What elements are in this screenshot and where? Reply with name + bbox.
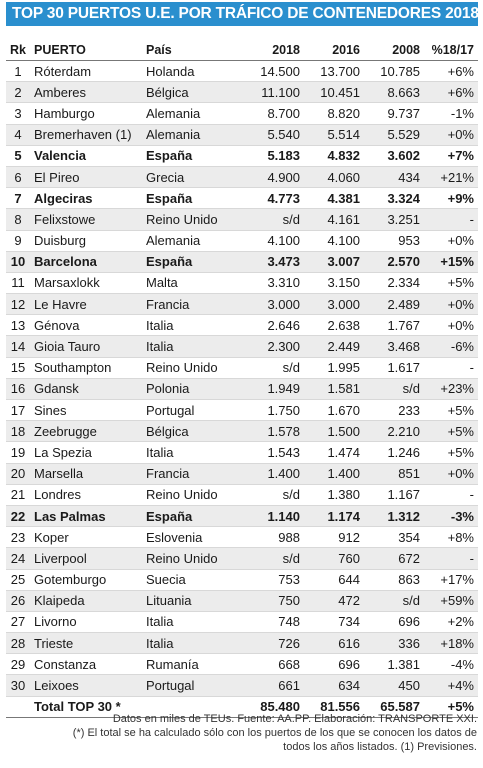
cell-port: Leixoes — [30, 675, 142, 696]
cell-2018: 4.900 — [240, 166, 304, 187]
cell-2008: 5.529 — [364, 124, 424, 145]
cell-2008: s/d — [364, 590, 424, 611]
table-row — [6, 611, 478, 632]
table-row — [6, 209, 478, 230]
cell-2008: 1.246 — [364, 442, 424, 463]
footnote-source: Datos en miles de TEUs. Fuente: AA.PP. Elaboración: TRANSPORTE XXI. — [112, 713, 477, 725]
cell-2016: 1.995 — [304, 357, 364, 378]
cell-2008: 696 — [364, 611, 424, 632]
cell-2018: 8.700 — [240, 103, 304, 124]
cell-2016: 3.150 — [304, 272, 364, 293]
header-2008: 2008 — [364, 40, 424, 61]
table-row — [6, 484, 478, 505]
cell-rk: 20 — [6, 463, 30, 484]
cell-2008: 9.737 — [364, 103, 424, 124]
cell-2018: 748 — [240, 611, 304, 632]
table-row — [6, 400, 478, 421]
cell-rk: 27 — [6, 611, 30, 632]
cell-port: Liverpool — [30, 548, 142, 569]
cell-2018: 3.473 — [240, 251, 304, 272]
cell-port: Algeciras — [30, 188, 142, 209]
cell-2016: 1.400 — [304, 463, 364, 484]
cell-2016: 634 — [304, 675, 364, 696]
cell-pct: - — [424, 357, 478, 378]
total-2008: 65.587 — [364, 696, 424, 717]
cell-2008: 672 — [364, 548, 424, 569]
cell-port: Le Havre — [30, 294, 142, 315]
ports-table — [6, 40, 478, 718]
cell-2016: 8.820 — [304, 103, 364, 124]
cell-2008: 1.312 — [364, 505, 424, 526]
table-row — [6, 188, 478, 209]
table-row — [6, 124, 478, 145]
cell-pct: - — [424, 484, 478, 505]
cell-2018: 3.310 — [240, 272, 304, 293]
cell-country: Alemania — [142, 103, 240, 124]
cell-pct: +21% — [424, 166, 478, 187]
cell-2008: 10.785 — [364, 61, 424, 82]
header-pct: %18/17 — [424, 40, 478, 61]
cell-country: Malta — [142, 272, 240, 293]
cell-2008: 2.489 — [364, 294, 424, 315]
cell-rk: 22 — [6, 505, 30, 526]
cell-2008: 233 — [364, 400, 424, 421]
cell-country: Portugal — [142, 400, 240, 421]
cell-rk: 23 — [6, 527, 30, 548]
cell-2016: 760 — [304, 548, 364, 569]
cell-pct: +15% — [424, 251, 478, 272]
cell-2008: 1.381 — [364, 654, 424, 675]
header-row — [6, 40, 478, 61]
cell-port: Koper — [30, 527, 142, 548]
table-row — [6, 61, 478, 82]
cell-port: Marsella — [30, 463, 142, 484]
cell-rk: 3 — [6, 103, 30, 124]
cell-rk: 12 — [6, 294, 30, 315]
cell-2008: s/d — [364, 378, 424, 399]
table-row — [6, 505, 478, 526]
cell-2018: 1.949 — [240, 378, 304, 399]
cell-country: Holanda — [142, 61, 240, 82]
cell-pct: -3% — [424, 505, 478, 526]
table-row — [6, 272, 478, 293]
cell-pct: +0% — [424, 463, 478, 484]
cell-country: España — [142, 145, 240, 166]
cell-2008: 3.251 — [364, 209, 424, 230]
cell-port: Bremerhaven (1) — [30, 124, 142, 145]
cell-2016: 734 — [304, 611, 364, 632]
cell-rk: 19 — [6, 442, 30, 463]
cell-port: Livorno — [30, 611, 142, 632]
cell-rk: 1 — [6, 61, 30, 82]
cell-pct: -1% — [424, 103, 478, 124]
cell-country: Bélgica — [142, 421, 240, 442]
cell-rk: 15 — [6, 357, 30, 378]
cell-2018: 2.300 — [240, 336, 304, 357]
total-label: Total TOP 30 * — [30, 696, 240, 717]
cell-country: Rumanía — [142, 654, 240, 675]
table-row — [6, 421, 478, 442]
cell-country: Italia — [142, 315, 240, 336]
cell-2018: 1.400 — [240, 463, 304, 484]
cell-pct: +0% — [424, 315, 478, 336]
cell-2016: 1.670 — [304, 400, 364, 421]
cell-pct: +59% — [424, 590, 478, 611]
cell-port: Génova — [30, 315, 142, 336]
cell-port: Róterdam — [30, 61, 142, 82]
header-country: País — [142, 40, 240, 61]
footnote-note: (*) El total se ha calculado sólo con los puertos de los que se conocen los datos de — [72, 727, 477, 739]
cell-country: Lituania — [142, 590, 240, 611]
cell-2018: 661 — [240, 675, 304, 696]
cell-2008: 1.167 — [364, 484, 424, 505]
cell-2018: 988 — [240, 527, 304, 548]
cell-pct: +9% — [424, 188, 478, 209]
cell-country: Alemania — [142, 124, 240, 145]
table-row — [6, 527, 478, 548]
cell-2016: 4.381 — [304, 188, 364, 209]
cell-pct: +23% — [424, 378, 478, 399]
cell-2016: 2.638 — [304, 315, 364, 336]
cell-2018: 4.100 — [240, 230, 304, 251]
cell-pct: +4% — [424, 675, 478, 696]
cell-country: Italia — [142, 336, 240, 357]
cell-port: Zeebrugge — [30, 421, 142, 442]
cell-2016: 5.514 — [304, 124, 364, 145]
cell-country: Alemania — [142, 230, 240, 251]
table-row — [6, 336, 478, 357]
cell-country: España — [142, 505, 240, 526]
table-row — [6, 230, 478, 251]
cell-2008: 434 — [364, 166, 424, 187]
cell-2008: 450 — [364, 675, 424, 696]
header-port: PUERTO — [30, 40, 142, 61]
cell-2018: 11.100 — [240, 82, 304, 103]
cell-port: Klaipeda — [30, 590, 142, 611]
table-row — [6, 357, 478, 378]
cell-port: Sines — [30, 400, 142, 421]
cell-rk: 18 — [6, 421, 30, 442]
cell-2018: 750 — [240, 590, 304, 611]
cell-rk: 14 — [6, 336, 30, 357]
total-2016: 81.556 — [304, 696, 364, 717]
cell-2018: 753 — [240, 569, 304, 590]
cell-2016: 1.474 — [304, 442, 364, 463]
cell-rk: 30 — [6, 675, 30, 696]
cell-pct: -6% — [424, 336, 478, 357]
cell-country: Reino Unido — [142, 548, 240, 569]
cell-2016: 696 — [304, 654, 364, 675]
cell-rk: 4 — [6, 124, 30, 145]
table-row — [6, 633, 478, 654]
cell-country: Portugal — [142, 675, 240, 696]
footnote-note-cont: todos los años listados. (1) Previsiones. — [283, 741, 477, 753]
cell-2008: 953 — [364, 230, 424, 251]
cell-2018: 5.540 — [240, 124, 304, 145]
cell-2018: 1.543 — [240, 442, 304, 463]
cell-port: Barcelona — [30, 251, 142, 272]
cell-pct: +5% — [424, 442, 478, 463]
cell-rk: 16 — [6, 378, 30, 399]
cell-port: Hamburgo — [30, 103, 142, 124]
cell-country: Francia — [142, 463, 240, 484]
table-body — [6, 61, 478, 697]
cell-pct: +17% — [424, 569, 478, 590]
cell-rk: 28 — [6, 633, 30, 654]
cell-2016: 912 — [304, 527, 364, 548]
cell-rk: 8 — [6, 209, 30, 230]
cell-2016: 4.060 — [304, 166, 364, 187]
table-row — [6, 378, 478, 399]
cell-port: La Spezia — [30, 442, 142, 463]
cell-2018: 726 — [240, 633, 304, 654]
cell-country: España — [142, 251, 240, 272]
cell-country: Polonia — [142, 378, 240, 399]
cell-port: Constanza — [30, 654, 142, 675]
cell-rk: 21 — [6, 484, 30, 505]
cell-pct: - — [424, 548, 478, 569]
cell-pct: +0% — [424, 294, 478, 315]
cell-port: Valencia — [30, 145, 142, 166]
cell-2018: s/d — [240, 548, 304, 569]
cell-port: Amberes — [30, 82, 142, 103]
cell-country: España — [142, 188, 240, 209]
cell-2008: 2.334 — [364, 272, 424, 293]
cell-pct: +6% — [424, 61, 478, 82]
cell-2008: 2.210 — [364, 421, 424, 442]
cell-2008: 336 — [364, 633, 424, 654]
cell-port: El Pireo — [30, 166, 142, 187]
cell-pct: +6% — [424, 82, 478, 103]
cell-2008: 3.602 — [364, 145, 424, 166]
cell-port: Felixstowe — [30, 209, 142, 230]
cell-rk: 9 — [6, 230, 30, 251]
cell-country: Italia — [142, 611, 240, 632]
cell-rk: 25 — [6, 569, 30, 590]
cell-country: Francia — [142, 294, 240, 315]
cell-2018: 3.000 — [240, 294, 304, 315]
table-row — [6, 103, 478, 124]
cell-2018: 668 — [240, 654, 304, 675]
cell-country: Grecia — [142, 166, 240, 187]
cell-country: Bélgica — [142, 82, 240, 103]
cell-country: Reino Unido — [142, 484, 240, 505]
cell-2008: 3.324 — [364, 188, 424, 209]
cell-pct: -4% — [424, 654, 478, 675]
cell-2016: 1.581 — [304, 378, 364, 399]
cell-2008: 2.570 — [364, 251, 424, 272]
cell-2018: 14.500 — [240, 61, 304, 82]
table-row — [6, 166, 478, 187]
table-row — [6, 294, 478, 315]
cell-2016: 13.700 — [304, 61, 364, 82]
cell-2016: 1.380 — [304, 484, 364, 505]
cell-rk: 10 — [6, 251, 30, 272]
cell-2016: 3.007 — [304, 251, 364, 272]
cell-rk: 24 — [6, 548, 30, 569]
cell-2018: s/d — [240, 484, 304, 505]
cell-pct: +5% — [424, 421, 478, 442]
table-row — [6, 654, 478, 675]
cell-pct: +8% — [424, 527, 478, 548]
cell-pct: +5% — [424, 272, 478, 293]
table-row — [6, 463, 478, 484]
cell-country: Italia — [142, 442, 240, 463]
cell-country: Reino Unido — [142, 357, 240, 378]
header-2018: 2018 — [240, 40, 304, 61]
cell-country: Suecia — [142, 569, 240, 590]
cell-port: Southampton — [30, 357, 142, 378]
cell-2018: 1.578 — [240, 421, 304, 442]
header-2016: 2016 — [304, 40, 364, 61]
table-row — [6, 315, 478, 336]
cell-rk: 11 — [6, 272, 30, 293]
cell-rk: 26 — [6, 590, 30, 611]
cell-port: Duisburg — [30, 230, 142, 251]
table-row — [6, 442, 478, 463]
cell-country: Eslovenia — [142, 527, 240, 548]
cell-2016: 1.500 — [304, 421, 364, 442]
table-title: TOP 30 PUERTOS U.E. POR TRÁFICO DE CONTENEDORES 2018 — [6, 2, 478, 26]
cell-2008: 851 — [364, 463, 424, 484]
table-row — [6, 145, 478, 166]
cell-2016: 4.161 — [304, 209, 364, 230]
cell-2018: s/d — [240, 209, 304, 230]
cell-2018: 1.140 — [240, 505, 304, 526]
cell-pct: +5% — [424, 400, 478, 421]
table-row — [6, 569, 478, 590]
cell-rk: 2 — [6, 82, 30, 103]
cell-port: Gotemburgo — [30, 569, 142, 590]
cell-2016: 3.000 — [304, 294, 364, 315]
cell-rk: 5 — [6, 145, 30, 166]
cell-port: Las Palmas — [30, 505, 142, 526]
cell-rk: 7 — [6, 188, 30, 209]
footnote — [7, 712, 477, 754]
cell-2016: 616 — [304, 633, 364, 654]
cell-2008: 1.767 — [364, 315, 424, 336]
cell-rk: 6 — [6, 166, 30, 187]
cell-2008: 8.663 — [364, 82, 424, 103]
cell-2008: 3.468 — [364, 336, 424, 357]
table-row — [6, 251, 478, 272]
cell-pct: +18% — [424, 633, 478, 654]
table-row — [6, 590, 478, 611]
cell-2008: 354 — [364, 527, 424, 548]
table-row — [6, 82, 478, 103]
cell-2018: 4.773 — [240, 188, 304, 209]
cell-rk: 29 — [6, 654, 30, 675]
cell-2016: 4.832 — [304, 145, 364, 166]
cell-port: Londres — [30, 484, 142, 505]
cell-pct: - — [424, 209, 478, 230]
table-row — [6, 548, 478, 569]
cell-rk: 17 — [6, 400, 30, 421]
cell-2008: 1.617 — [364, 357, 424, 378]
cell-2016: 1.174 — [304, 505, 364, 526]
cell-rk: 13 — [6, 315, 30, 336]
cell-country: Reino Unido — [142, 209, 240, 230]
cell-port: Gdansk — [30, 378, 142, 399]
cell-2018: s/d — [240, 357, 304, 378]
cell-country: Italia — [142, 633, 240, 654]
cell-port: Trieste — [30, 633, 142, 654]
cell-2016: 4.100 — [304, 230, 364, 251]
cell-2018: 2.646 — [240, 315, 304, 336]
cell-2016: 644 — [304, 569, 364, 590]
table-row — [6, 675, 478, 696]
total-pct: +5% — [424, 696, 478, 717]
cell-port: Gioia Tauro — [30, 336, 142, 357]
cell-pct: +7% — [424, 145, 478, 166]
header-rk: Rk — [6, 40, 30, 61]
cell-2016: 472 — [304, 590, 364, 611]
cell-2018: 5.183 — [240, 145, 304, 166]
cell-2016: 2.449 — [304, 336, 364, 357]
cell-2008: 863 — [364, 569, 424, 590]
total-2018: 85.480 — [240, 696, 304, 717]
cell-2016: 10.451 — [304, 82, 364, 103]
cell-pct: +0% — [424, 124, 478, 145]
cell-2018: 1.750 — [240, 400, 304, 421]
cell-pct: +2% — [424, 611, 478, 632]
cell-port: Marsaxlokk — [30, 272, 142, 293]
cell-pct: +0% — [424, 230, 478, 251]
